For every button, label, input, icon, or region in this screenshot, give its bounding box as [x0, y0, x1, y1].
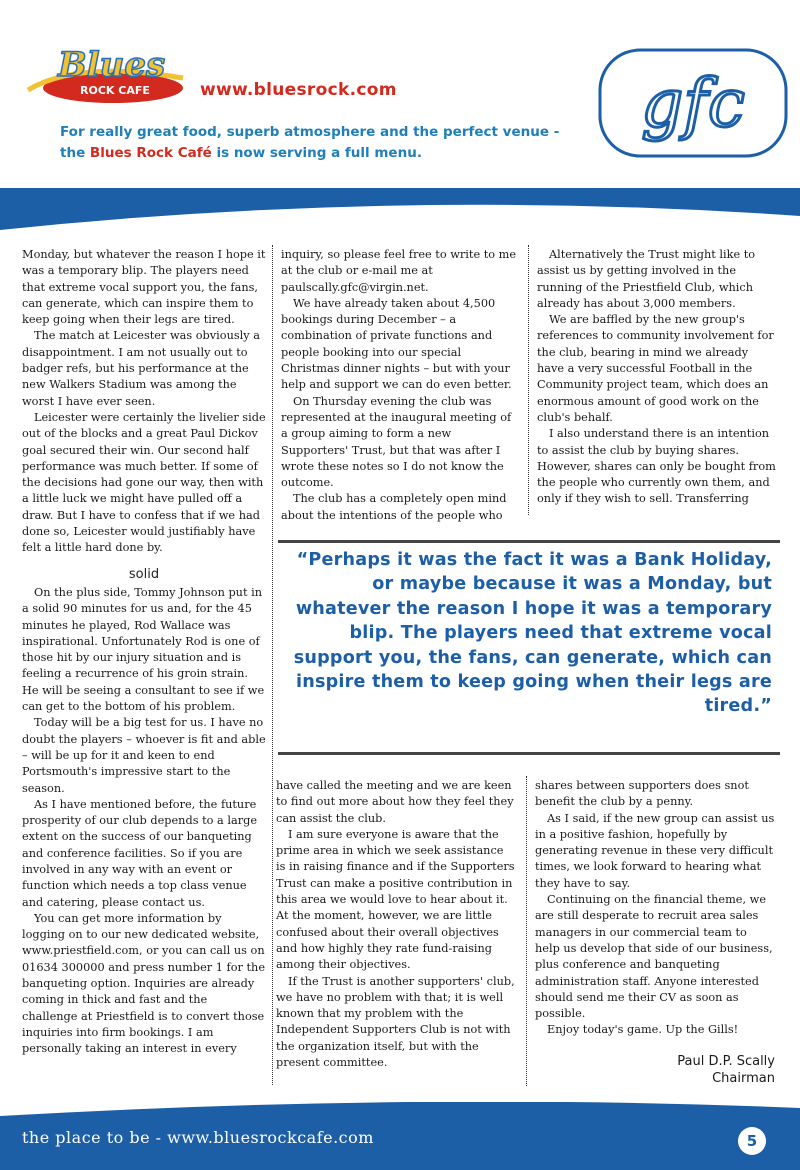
- section-subhead: solid: [128, 566, 160, 582]
- promo-tagline: [60, 122, 580, 164]
- website-url[interactable]: www.bluesrock.com: [200, 80, 397, 100]
- col1-para-3: Leicester were certainly the livelier side out of the blocks and a great Paul Dickov goal secured their win. Our second half performance was much better. If some of the decisions had gone our way, then with a little luck we might have pulled off a draw. But I have to confess that if we had done so, Leicester would justifiably have felt a little hard done by.: [22, 410, 266, 555]
- column-divider-2-lower: [526, 776, 527, 1086]
- top-blue-band: [0, 188, 800, 230]
- page-header: [0, 0, 800, 190]
- article-column-2-upper: [281, 247, 521, 524]
- pull-quote-text: “Perhaps it was the fact it was a Bank Holiday, or maybe because it was a Monday, but whatever the reason I hope it was a temporary blip. The players need that extreme vocal support you, the fans, can generate, which can inspire them to keep going when their legs are tired.”: [293, 550, 772, 717]
- column-divider-1: [272, 245, 273, 1085]
- col2-para-2: We have already taken about 4,500 bookings during December – a combination of private functions and people booking into our special Christmas dinner nights – but with your help and support we can do even better.: [281, 296, 512, 392]
- tagline-text-start: For really great food, superb atmosphere and the perfect venue - the: [60, 124, 560, 161]
- quote-rule-bottom: [278, 752, 780, 755]
- author-signature: [535, 1053, 775, 1087]
- col1-para-6: As I have mentioned before, the future prosperity of our club depends to a large extent on the success of our banqueting and conference facilities. So if you are involved in any way with an event or function which needs a top class venue and catering, please contact us.: [22, 797, 258, 909]
- col3-para-4: shares between supporters does snot benefit the club by a penny.: [535, 779, 749, 809]
- author-name: Paul D.P. Scally: [677, 1053, 775, 1069]
- logo-word: Blues: [58, 45, 166, 85]
- band-curve-shape: [0, 188, 800, 230]
- author-title: Chairman: [712, 1070, 775, 1086]
- col1-para-1: Monday, but whatever the reason I hope it was a temporary blip. The players need that extreme vocal support you, the fans, can generate, which can inspire them to keep going when their legs are tired.: [22, 248, 266, 327]
- page-footer: [0, 1102, 800, 1170]
- col3-para-3: I also understand there is an intention to assist the club by buying shares. However, shares can only be bought from the people who currently own them, and only if they wish to sell. Transferring: [537, 427, 776, 506]
- page-number-badge: 5: [738, 1127, 766, 1155]
- logo-sub: ROCK CAFE: [80, 84, 150, 97]
- col3-para-2: We are baffled by the new group's references to community involvement for the club, bearing in mind we already have a very successful Football in the Community project team, which does an enormous amount of good work on the club's behalf.: [537, 313, 774, 424]
- col1-para-7: You can get more information by logging on to our new dedicated website, www.priestfield.com, or you can call us on 01634 300000 and press number 1 for the banqueting option. Inquiries are already coming in thick and fast and the challenge at Priestfield is to convert those inquiries into firm bookings. I am personally taking an interest in every: [22, 911, 266, 1056]
- tagline-text-end: is now serving a full menu.: [211, 145, 422, 161]
- article-column-3-upper: [537, 247, 777, 508]
- col1-para-4: On the plus side, Tommy Johnson put in a solid 90 minutes for us and, for the 45 minutes he played, Rod Wallace was inspirational. Unfortunately Rod is one of those hit by our injury situation and is feeling a recurrence of his groin strain. He will be seeing a consultant to see if we can get to the bottom of his problem.: [22, 585, 265, 714]
- article-column-1: [22, 247, 266, 1058]
- col2-para-5: have called the meeting and we are keen to find out more about how they feel they can assist the club.: [276, 779, 514, 825]
- blues-rock-cafe-logo: [18, 38, 188, 110]
- col1-para-5: Today will be a big test for us. I have no doubt the players – whoever is fit and able – will be up for it and keen to end Portsmouth's impressive start to the season.: [22, 716, 266, 795]
- article-column-2-lower: [276, 778, 516, 1071]
- col3-para-6: Continuing on the financial theme, we are still desperate to recruit area sales managers in our commercial team to help us develop that side of our business, plus conference and banqueting administration staff. Anyone interested should send me their CV as soon as possible.: [535, 893, 773, 1021]
- col2-para-6: I am sure everyone is aware that the prime area in which we seek assistance is in raising finance and if the Supporters Trust can make a positive contribution in this area we would love to hear about it. At the moment, however, we are little confused about their overall objectives and how highly they rate fund-raising among their objectives.: [276, 827, 515, 972]
- quote-rule-top: [278, 540, 780, 543]
- tagline-brand: Blues Rock Café: [89, 145, 212, 161]
- col2-para-4: The club has a completely open mind about the intentions of the people who: [281, 492, 507, 522]
- col3-para-1: Alternatively the Trust might like to assist us by getting involved in the running of the Priestfield Club, which already has about 3,000 members.: [537, 248, 756, 310]
- col2-para-1: inquiry, so please feel free to write to me at the club or e-mail me at paulscally.gfc@virgin.net.: [281, 248, 517, 294]
- col2-para-7: If the Trust is another supporters' club, we have no problem with that; it is well known that my problem with the Independent Supporters Club is not with the organization itself, but with the present committee.: [276, 974, 515, 1070]
- col1-para-2: The match at Leicester was obviously a disappointment. I am not usually out to badger refs, but his performance at the new Walkers Stadium was among the worst I have ever seen.: [22, 329, 260, 408]
- footer-website-text[interactable]: the place to be - www.bluesrockcafe.com: [22, 1128, 374, 1147]
- col3-para-7: Enjoy today's game. Up the Gills!: [547, 1023, 739, 1037]
- col3-para-5: As I said, if the new group can assist us in a positive fashion, hopefully by generating revenue in these very difficult times, we look forward to hearing what they have to say.: [535, 811, 775, 890]
- pull-quote-box: [278, 540, 780, 755]
- gfc-crest-logo: [598, 48, 788, 158]
- article-column-3-lower: [535, 778, 775, 1087]
- col2-para-3: On Thursday evening the club was represented at the inaugural meeting of a group aiming to form a new Supporters' Trust, but that was after I wrote these notes so I do not know the outcome.: [281, 394, 512, 490]
- column-divider-2-upper: [528, 245, 529, 515]
- crest-letters: gfc: [641, 65, 745, 142]
